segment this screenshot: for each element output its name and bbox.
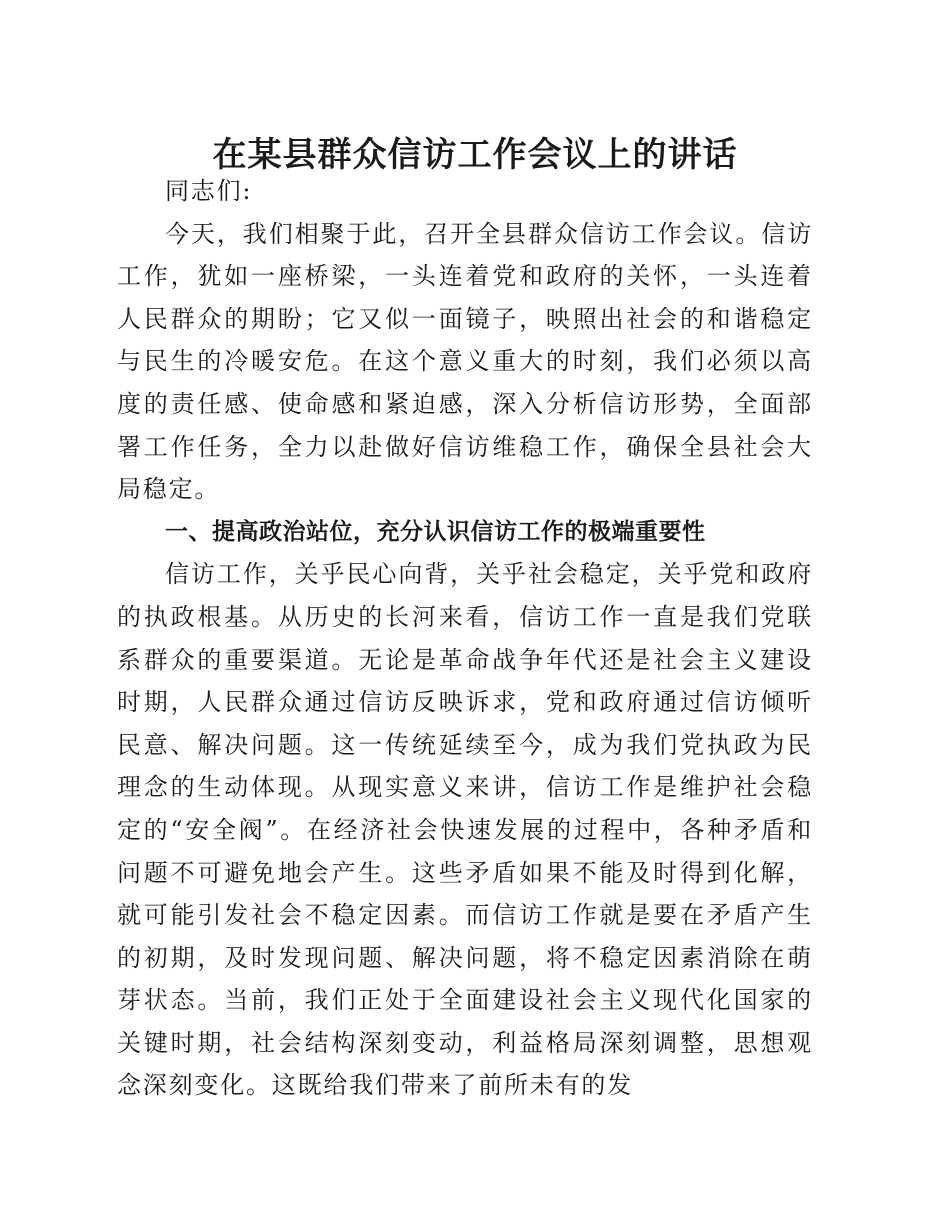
document-body xyxy=(117,170,813,1107)
section-heading: 一、提高政治站位，充分认识信访工作的极端重要性 xyxy=(165,518,706,545)
salutation: 同志们: xyxy=(165,177,253,205)
section-paragraph: 信访工作，关乎民心向背，关乎社会稳定，关乎党和政府的执政根基。从历史的长河来看，信访工作一直是我们党联系群众的重要渠道。无论是革命战争年代还是社会主义建设时期，人民群众通过信访反映诉求，党和政府通过信访倾听民意、解决问题。这一传统延续至今，成为我们党执政为民理念的生动体现。从现实意义来讲，信访工作是维护社会稳定的“安全阀”。在经济社会快速发展的过程中，各种矛盾和问题不可避免地会产生。这些矛盾如果不能及时得到化解，就可能引发社会不稳定因素。而信访工作就是要在矛盾产生的初期，及时发现问题、解决问题，将不稳定因素消除在萌芽状态。当前，我们正处于全面建设社会主义现代化国家的关键时期，社会结构深刻变动，利益格局深刻调整，思想观念深刻变化。这既给我们带来了前所未有的发 xyxy=(117,560,813,1100)
intro-paragraph: 今天，我们相聚于此，召开全县群众信访工作会议。信访工作，犹如一座桥梁，一头连着党和政府的关怀，一头连着人民群众的期盼；它又似一面镜子，映照出社会的和谐稳定与民生的冷暖安危。在这个意义重大的时刻，我们必须以高度的责任感、使命感和紧迫感，深入分析信访形势，全面部署工作任务，全力以赴做好信访维稳工作，确保全县社会大局稳定。 xyxy=(117,219,813,504)
document-title: 在某县群众信访工作会议上的讲话 xyxy=(212,135,738,175)
